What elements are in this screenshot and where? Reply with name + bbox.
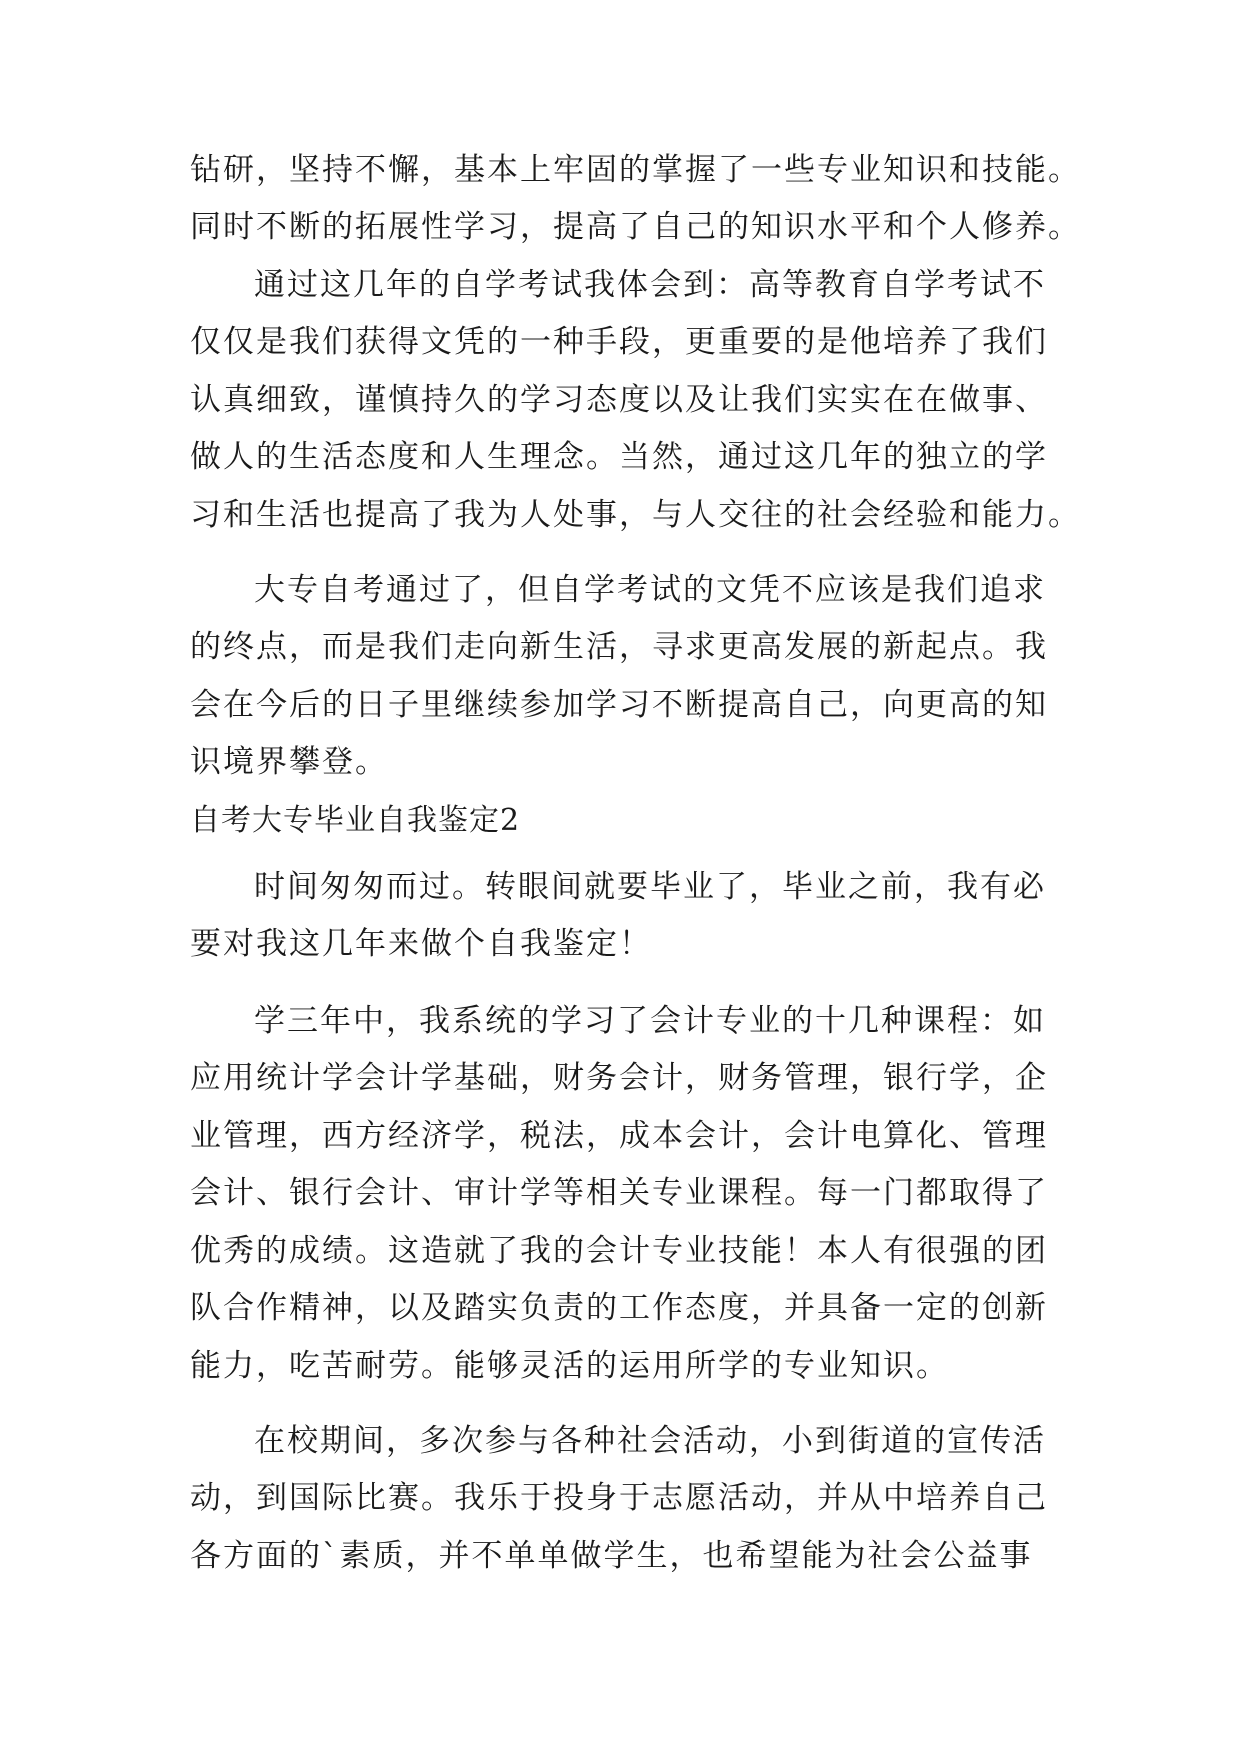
paragraph-line: 同时不断的拓展性学习，提高了自己的知识水平和个人修养。 bbox=[190, 209, 1081, 245]
paragraph-line: 能力，吃苦耐劳。能够灵活的运用所学的专业知识。 bbox=[190, 1348, 949, 1384]
paragraph-line: 动，到国际比赛。我乐于投身于志愿活动，并从中培养自己 bbox=[190, 1480, 1048, 1516]
paragraph-line: 会计、银行会计、审计学等相关专业课程。每一门都取得了 bbox=[190, 1175, 1048, 1211]
paragraph-line: 习和生活也提高了我为人处事，与人交往的社会经验和能力。 bbox=[190, 497, 1081, 533]
paragraph-line: 的终点，而是我们走向新生活，寻求更高发展的新起点。我 bbox=[190, 629, 1048, 665]
paragraph-line: 业管理，西方经济学，税法，成本会计，会计电算化、管理 bbox=[190, 1118, 1048, 1154]
paragraph-line: 仅仅是我们获得文凭的一种手段，更重要的是他培养了我们 bbox=[190, 324, 1048, 360]
paragraph-line: 学三年中，我系统的学习了会计专业的十几种课程：如 bbox=[254, 1003, 1046, 1039]
paragraph-line: 应用统计学会计学基础，财务会计，财务管理，银行学，企 bbox=[190, 1060, 1048, 1096]
paragraph-line: 在校期间，多次参与各种社会活动，小到街道的宣传活 bbox=[254, 1423, 1046, 1459]
paragraph-line: 各方面的`素质，并不单单做学生，也希望能为社会公益事 bbox=[190, 1538, 1033, 1574]
paragraph-line: 大专自考通过了，但自学考试的文凭不应该是我们追求 bbox=[254, 572, 1046, 608]
paragraph-line: 时间匆匆而过。转眼间就要毕业了，毕业之前，我有必 bbox=[254, 869, 1046, 905]
paragraph-line: 要对我这几年来做个自我鉴定！ bbox=[190, 926, 652, 962]
paragraph-line: 做人的生活态度和人生理念。当然，通过这几年的独立的学 bbox=[190, 439, 1048, 475]
paragraph-line: 优秀的成绩。这造就了我的会计专业技能！本人有很强的团 bbox=[190, 1233, 1048, 1269]
section-heading: 自考大专毕业自我鉴定2 bbox=[190, 803, 521, 838]
paragraph-line: 会在今后的日子里继续参加学习不断提高自己，向更高的知 bbox=[190, 687, 1048, 723]
paragraph-line: 识境界攀登。 bbox=[190, 744, 388, 780]
paragraph-line: 通过这几年的自学考试我体会到：高等教育自学考试不 bbox=[254, 267, 1046, 303]
paragraph-line: 认真细致，谨慎持久的学习态度以及让我们实实在在做事、 bbox=[190, 382, 1048, 418]
paragraph-line: 队合作精神，以及踏实负责的工作态度，并具备一定的创新 bbox=[190, 1290, 1048, 1326]
paragraph-line: 钻研，坚持不懈，基本上牢固的掌握了一些专业知识和技能。 bbox=[190, 152, 1081, 188]
